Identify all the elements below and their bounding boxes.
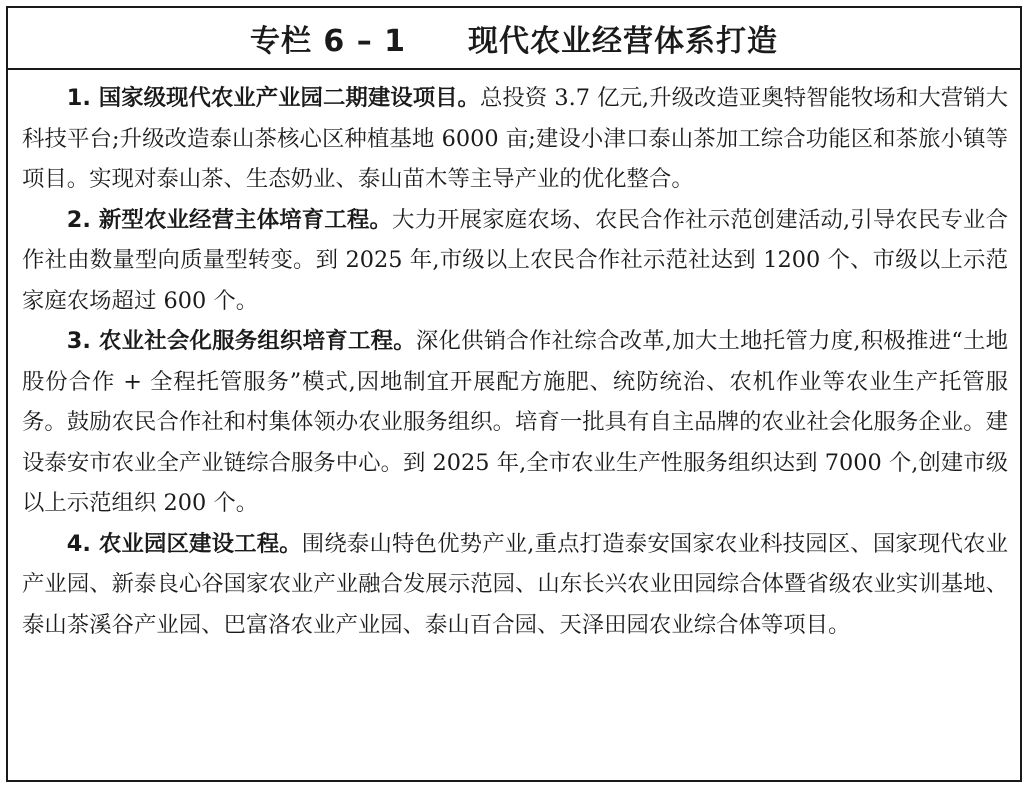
item-3-heading: 3. 农业社会化服务组织培育工程。 xyxy=(66,328,416,354)
item-1-heading: 1. 国家级现代农业产业园二期建设项目。 xyxy=(66,85,480,111)
column-body xyxy=(8,70,1020,645)
item-4-heading: 4. 农业园区建设工程。 xyxy=(66,530,302,557)
item-2-text: 大力开展家庭农场、农民合作社示范创建活动,引导农民专业合作社由数量型向质量型转变。到 2025 年,市级以上农民合作社示范社达到 1200 个、市级以上示范家庭农场超过 600 个。 xyxy=(22,206,1008,314)
item-1-text: 总投资 3.7 亿元,升级改造亚奥特智能牧场和大营销大科技平台;升级改造泰山茶核心区种植基地 6000 亩;建设小津口泰山茶加工综合功能区和茶旅小镇等项目。实现对泰山茶、生态奶业、泰山苗木等主导产业的优化整合。 xyxy=(22,85,1008,192)
item-4-text: 围绕泰山特色优势产业,重点打造泰安国家农业科技园区、国家现代农业产业园、新泰良心谷国家农业产业融合发展示范园、山东长兴农业田园综合体暨省级农业实训基地、泰山茶溪谷产业园、巴富洛农业产业园、泰山百合园、天泽田园农业综合体等项目。 xyxy=(22,530,1008,638)
item-4 xyxy=(22,524,1008,646)
item-3-text: 深化供销合作社综合改革,加大土地托管力度,积极推进“土地股份合作 + 全程托管服务”模式,因地制宜开展配方施肥、统防统治、农机作业等农业生产托管服务。鼓励农民合作社和村集体领办农业服务组织。培育一批具有自主品牌的农业社会化服务企业。建设泰安市农业全产业链综合服务中心。到 2025 年,全市农业生产性服务组织达到 7000 个,创建市级以上示范组织 200 个。 xyxy=(22,328,1008,516)
item-2 xyxy=(22,200,1008,322)
item-2-heading: 2. 新型农业经营主体培育工程。 xyxy=(66,206,392,233)
item-1 xyxy=(22,78,1008,200)
column-title: 专栏 6 – 1 现代农业经营体系打造 xyxy=(8,8,1020,70)
item-3 xyxy=(22,321,1008,524)
column-box xyxy=(6,6,1022,782)
